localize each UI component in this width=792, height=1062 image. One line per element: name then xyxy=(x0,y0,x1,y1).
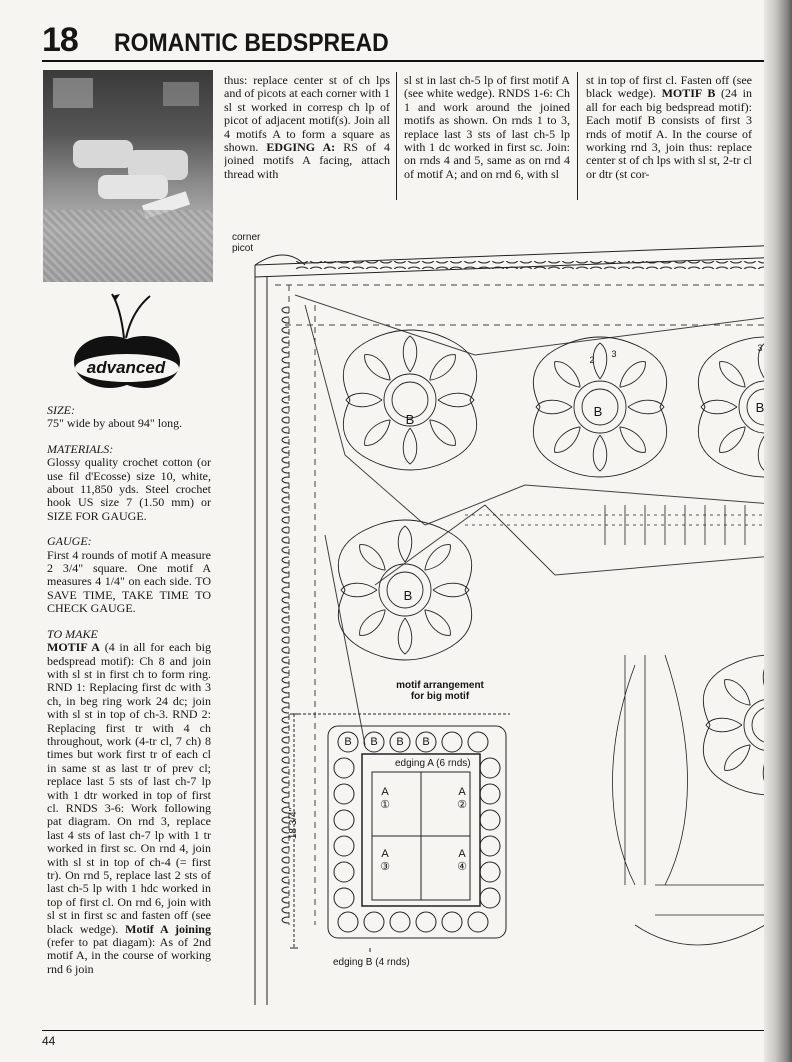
join-number: 2 xyxy=(589,355,595,365)
motif-a-joining-text: (refer to pat diagam): As of 2nd motif A, in the course of working rnd 6 join xyxy=(47,935,211,976)
joining-continued-text: thus: replace center st of ch lps and of picots at each corner with 1 sl st worked in corresp ch lp of picot of adjacent motif(s). Join all 4 motifs A to form a square as shown. xyxy=(224,74,390,155)
gauge-heading: GAUGE: xyxy=(47,534,92,549)
difficulty-label: advanced xyxy=(86,358,166,377)
motif-a-letter: A xyxy=(458,848,466,860)
materials-text: Glossy quality crochet cotton (or use fil d'Ecosse) size 10, white, about 11,850 yds. Steel crochet hook US size 7 (1.50 mm) or SIZE FOR GAUGE. xyxy=(47,455,211,523)
join-number: 3 xyxy=(757,343,763,353)
motif-a-text: (4 in all for each big bedspread motif): Ch 8 and join with sl st in first ch to form ring. RND 1: Replacing first dc with 3 ch, in beg ring work 24 dc; join with sl st in top of ch-3. RND 2: Replacing first tr with 4 ch throughout, work (4-tr cl, 7 ch) 8 times but work first tr of each cl in same st as last tr of prev cl; replace last 5 sts of last ch-7 lp with 1 dtr worked in top of first cl. RNDS 3-6: Work following pat diagram. On rnd 3, replace last 4 sts of last ch-7 lp with 1 tr worked in first sc. On rnd 4, join with sl st in top of ch-4 (= first tr). On rnd 5, replace last 2 sts of last ch-5 lp with 1 hdc worked in top of first cl. On rnd 6, join with sl st in first sc and fasten off (see black wedge). xyxy=(47,640,211,936)
bedspread-photo xyxy=(43,70,213,282)
edging-a-label: edging A (6 rnds) xyxy=(395,758,471,769)
instructions-left-column xyxy=(47,404,211,976)
edging-a-text: RS of 4 joined motifs A facing, attach thread with xyxy=(224,140,390,181)
motif-b-circle: B xyxy=(344,736,352,748)
instructions-column-2 xyxy=(224,74,390,196)
motif-b-text: (24 in all for each big bedspread motif): Each motif B consists of first 3 rnds of motif A. In the course of working rnd 3, join thus: replace center st of ch lps with sl st, 2-tr cl or dtr (st cor- xyxy=(586,86,752,181)
size-text: 75" wide by about 94" long. xyxy=(47,416,183,431)
motif-b-marker: B xyxy=(593,404,603,419)
motif-a-number: ① xyxy=(380,799,390,811)
motif-a-cell xyxy=(447,848,477,874)
motif-a-joining-label: Motif A joining xyxy=(125,921,211,936)
motif-a-cell xyxy=(447,786,477,812)
motif-b-circle: B xyxy=(370,736,378,748)
column-divider xyxy=(577,72,578,200)
instructions-column-3 xyxy=(404,74,570,196)
edging-a-continued-text: sl st in last ch-5 lp of first motif A (see white wedge). RNDS 1-6: Ch 1 and work around the joined motifs as shown. On rnds 1 to 3, replace last 3 sts of last ch-5 lp with 1 dc worked in first sc. Join: on rnds 4 and 5, same as on rnd 4 of motif A; and on rnd 6, with sl xyxy=(404,74,570,181)
footer-rule xyxy=(42,1030,764,1031)
motif-b-marker: B xyxy=(755,400,765,415)
motif-a-letter: A xyxy=(458,786,466,798)
pattern-number: 18 xyxy=(42,21,78,59)
motif-b-circle: B xyxy=(422,736,430,748)
motif-b-label: MOTIF B xyxy=(661,86,716,101)
motif-a-number: ③ xyxy=(380,861,390,873)
motif-a-letter: A xyxy=(381,786,389,798)
edging-b-label: edging B (4 rnds) xyxy=(333,957,410,968)
motif-a-number: ④ xyxy=(457,861,467,873)
gauge-text: First 4 rounds of motif A measure 2 3/4" square. One motif A measures 4 1/4" on each side. TO SAVE TIME, TAKE TIME TO CHECK GAUGE. xyxy=(47,547,211,616)
column-divider xyxy=(396,72,397,200)
motif-a-label: MOTIF A xyxy=(47,640,100,655)
dimension-label: 18 3/4" xyxy=(288,807,300,840)
edging-a-label: EDGING A: xyxy=(266,140,336,155)
motif-a-number: ② xyxy=(457,799,467,811)
motif-a-cell xyxy=(370,786,400,812)
motif-a-cell xyxy=(370,848,400,874)
page-title: ROMANTIC BEDSPREAD xyxy=(114,29,389,57)
fasten-off-text: st in top of first cl. Fasten off (see black wedge). xyxy=(586,74,752,101)
page-header xyxy=(42,22,772,62)
materials-heading: MATERIALS: xyxy=(47,441,114,456)
motif-a-letter: A xyxy=(381,848,389,860)
motif-b-marker: B xyxy=(405,412,415,427)
motif-b-circle: B xyxy=(396,736,404,748)
motif-arrangement-title: motif arrangement for big motif xyxy=(396,680,484,702)
size-heading: SIZE: xyxy=(47,403,75,417)
join-number: 3 xyxy=(611,349,617,359)
page-number: 44 xyxy=(42,1034,56,1048)
motif-b-marker: B xyxy=(403,588,413,603)
instructions-column-4 xyxy=(586,74,752,196)
corner-picot-label: corner picot xyxy=(232,232,261,254)
motif-a-paragraph xyxy=(47,641,211,976)
to-make-heading: TO MAKE xyxy=(47,626,98,641)
book-spine-shadow xyxy=(764,0,792,1062)
